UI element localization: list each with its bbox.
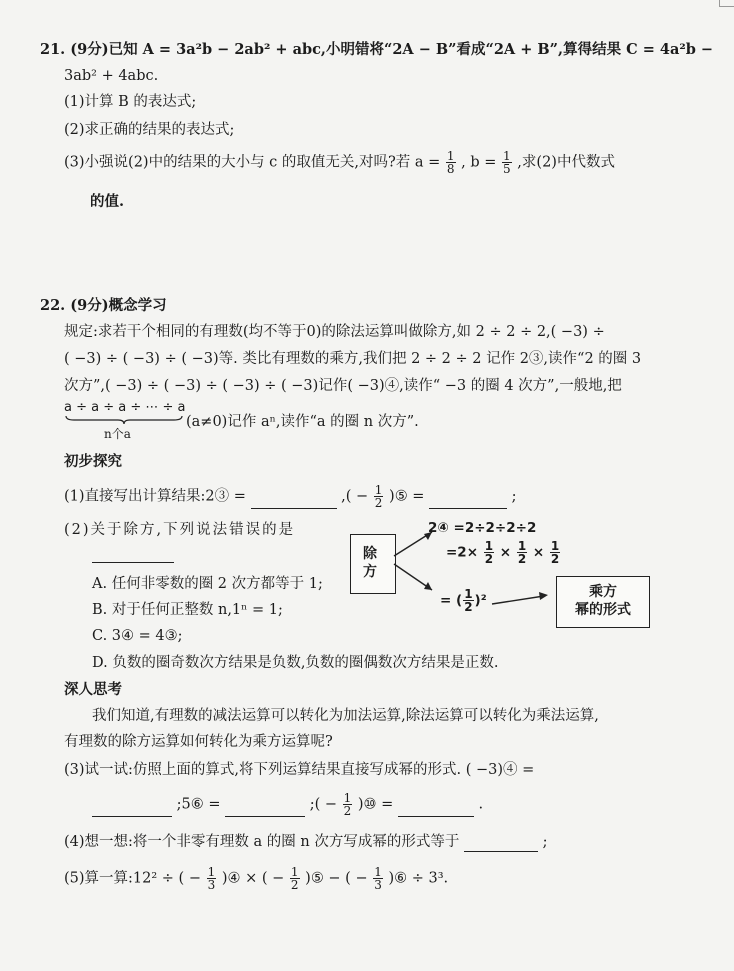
fraction-1-2-b: $\frac{1}{2}$ [343, 791, 352, 818]
q22-definition-line2: ( −3) ÷ ( −3) ÷ ( −3)等. 类比有理数的乘方,我们把 2 ÷ 2 ÷ 2 记作 2③,读作“2 的圈 3 [64, 351, 642, 367]
q21-line2: 3ab² + 4abc. [64, 68, 159, 84]
diagram-eq3-a: = ( [440, 592, 463, 609]
q21-part3-end: 的值. [90, 193, 125, 210]
arrow-icon-right [490, 590, 552, 610]
q22-part5-text-a: (5)算一算:12² ÷ ( − [64, 870, 201, 887]
option-a: A. 任何非零数的圈 2 次方都等于 1; [92, 576, 323, 592]
q21-part3 [64, 150, 615, 175]
q22-definition-line3: 次方”,( −3) ÷ ( −3) ÷ ( −3) ÷ ( −3)记作( −3)④,读作“ −3 的圈 4 次方”,一般地,把 [64, 378, 622, 394]
q22-part1-text-b: ,( − [341, 488, 369, 505]
q22-part3-text-c: )⑩ = [357, 796, 394, 813]
arrow-icon-lower [392, 560, 442, 600]
q22-paragraph1: 我们知道,有理数的减法运算可以转化为加法运算,除法运算可以转化为乘法运算, [92, 708, 599, 724]
answer-blank-2[interactable] [92, 548, 174, 563]
fraction-half-3: $\frac{1}{2}$ [550, 539, 560, 566]
answer-blank-1a[interactable] [251, 494, 337, 509]
answer-blank-1b[interactable] [429, 494, 507, 509]
fraction-half-4: $\frac{1}{2}$ [464, 587, 473, 614]
section-deep-thinking: 深人思考 [64, 681, 122, 698]
underbrace-icon [64, 415, 184, 425]
fraction-1-2: $\frac{1}{2}$ [374, 483, 383, 510]
q22-paragraph2: 有理数的除方运算如何转化为乘方运算呢? [64, 734, 333, 750]
q22-part5 [64, 866, 448, 891]
q22-definition-line4: (a≠0)记作 aⁿ,读作“a 的圈 n 次方”. [186, 414, 419, 430]
q21-part3-text-c: ,求(2)中代数式 [517, 154, 615, 171]
answer-blank-3b[interactable] [225, 802, 305, 817]
option-d: D. 负数的圈奇数次方结果是负数,负数的圈偶数次方结果是正数. [92, 655, 499, 671]
q22-part3: (3)试一试:仿照上面的算式,将下列运算结果直接写成幂的形式. ( −3)④ = [64, 762, 535, 778]
fraction-1-2-c: $\frac{1}{2}$ [290, 865, 299, 892]
answer-blank-4[interactable] [464, 837, 538, 852]
diagram-box-power-form [556, 576, 650, 628]
brace-bottom-text: n个a [104, 427, 131, 441]
diagram-eq3 [440, 588, 487, 613]
q22-part3-text-a: ;5⑥ = [176, 796, 221, 813]
q21-part2: (2)求正确的结果的表达式; [64, 122, 235, 138]
diagram-eq1: 2④ =2÷2÷2÷2 [428, 520, 537, 536]
q22-part1-text-c: )⑤ = [389, 488, 425, 505]
option-c: C. 3④ = 4③; [92, 628, 183, 644]
brace-top-text: a ÷ a ÷ a ÷ ⋯ ÷ a [64, 400, 186, 415]
q22-part2: (2)关于除方,下列说法错误的是 [64, 522, 296, 538]
q22-part3-text-b: ;( − [309, 796, 338, 813]
q22-part1-text-a: (1)直接写出计算结果:2③ = [64, 488, 246, 505]
brace-expression [64, 400, 186, 442]
answer-blank-3c[interactable] [398, 802, 474, 817]
diagram-box-power-form-line2: 幂的形式 [575, 602, 631, 618]
q21-part3-text-b: , b = [461, 154, 497, 171]
diagram-eq2-b: × [499, 544, 512, 561]
diagram-box-division-power-label: 除方 [363, 546, 381, 580]
section-explore: 初步探究 [64, 453, 122, 470]
q22-part3-answers [92, 792, 483, 817]
fraction-1-3-b: $\frac{1}{3}$ [374, 865, 382, 892]
diagram-box-power-form-line1: 乘方 [589, 584, 617, 600]
page-corner-mark [719, 0, 734, 7]
q22-part5-text-b: )④ × ( − [221, 870, 285, 887]
fraction-half-1: $\frac{1}{2}$ [484, 539, 494, 566]
q22-part5-text-c: )⑤ − ( − [305, 870, 368, 887]
fraction-1-8: $\frac{1}{8}$ [446, 149, 455, 176]
q22-part3-text-d: . [478, 796, 484, 813]
q22-part1-text-d: ; [511, 488, 517, 505]
option-b: B. 对于任何正整数 n,1ⁿ = 1; [92, 602, 283, 618]
q22-definition-line1: 规定:求若干个相同的有理数(均不等于0)的除法运算叫做除方,如 2 ÷ 2 ÷ 2,( −3) ÷ [64, 324, 605, 340]
answer-blank-3a[interactable] [92, 802, 172, 817]
q21-part3-text-a: (3)小强说(2)中的结果的大小与 c 的取值无关,对吗?若 a = [64, 154, 441, 171]
q22-part4-end: ; [542, 834, 548, 850]
q22-part1 [64, 484, 517, 509]
q22-title: 22. (9分)概念学习 [40, 297, 167, 314]
q22-part5-text-d: )⑥ ÷ 3³. [388, 870, 449, 887]
q22-part4-text: (4)想一想:将一个非零有理数 a 的圈 n 次方写成幂的形式等于 [64, 834, 460, 850]
diagram-box-division-power [350, 534, 396, 594]
q21-line1: 21. (9分)已知 A = 3a²b − 2ab² + abc,小明错将“2A − B”看成“2A + B”,算得结果 C = 4a²b − [40, 41, 714, 58]
q22-part4 [64, 832, 547, 852]
diagram-eq2-a: =2× [446, 544, 479, 561]
fraction-1-3-a: $\frac{1}{3}$ [207, 865, 216, 892]
fraction-half-2: $\frac{1}{2}$ [517, 539, 527, 566]
q21-part1: (1)计算 B 的表达式; [64, 94, 197, 110]
diagram-eq3-b: )² [474, 592, 487, 609]
fraction-1-5: $\frac{1}{5}$ [503, 149, 511, 176]
diagram-eq2-c: × [532, 544, 545, 561]
diagram-eq2 [446, 540, 561, 565]
